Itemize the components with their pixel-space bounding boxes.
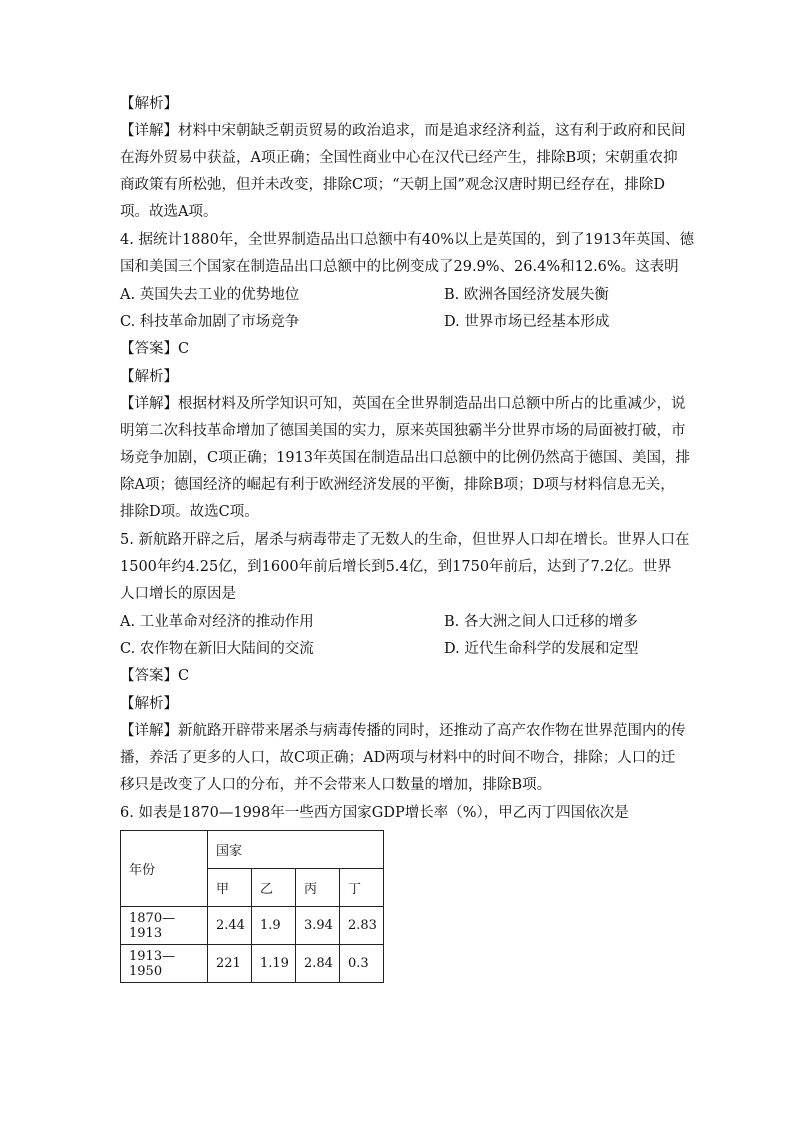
q5-detail-line: 【详解】新航路开辟带来屠杀与病毒传播的同时，还推动了高产农作物在世界范围内的传 xyxy=(120,723,686,739)
q4-option-d: D. 世界市场已经基本形成 xyxy=(444,314,610,330)
value-cell: 1.9 xyxy=(252,907,296,945)
table-row xyxy=(121,907,384,945)
q6-stem: 6. 如表是1870—1998年一些西方国家GDP增长率（%），甲乙丙丁四国依次是 xyxy=(120,805,629,821)
year-header: 年份 xyxy=(121,831,208,907)
value-cell: 2.44 xyxy=(208,907,252,945)
analysis-label: 【解析】 xyxy=(120,96,178,112)
q5-option-d: D. 近代生命科学的发展和定型 xyxy=(444,641,639,657)
detail-paragraph-line: 项。故选A项。 xyxy=(120,204,218,220)
value-cell: 2.83 xyxy=(340,907,384,945)
country-cell: 丙 xyxy=(296,869,340,907)
detail-paragraph-line: 商政策有所松弛，但并未改变，排除C项；“天朝上国”观念汉唐时期已经存在，排除D xyxy=(120,177,666,193)
country-header: 国家 xyxy=(208,831,384,869)
q4-option-b: B. 欧洲各国经济发展失衡 xyxy=(444,287,609,303)
value-cell: 3.94 xyxy=(296,907,340,945)
country-cell: 丁 xyxy=(340,869,384,907)
q5-stem-line: 5. 新航路开辟之后，屠杀与病毒带走了无数人的生命，但世界人口却在增长。世界人口在 xyxy=(120,532,690,548)
detail-paragraph-line: 【详解】材料中宋朝缺乏朝贡贸易的政治追求，而是追求经济利益，这有利于政府和民间 xyxy=(120,123,686,139)
q4-detail-line: 除A项；德国经济的崛起有利于欧洲经济发展的平衡，排除B项；D项与材料信息无关， xyxy=(120,477,675,493)
q5-answer: 【答案】C xyxy=(120,668,190,684)
q5-stem-line: 人口增长的原因是 xyxy=(120,586,236,602)
gdp-growth-table xyxy=(120,830,384,983)
q4-option-a: A. 英国失去工业的优势地位 xyxy=(120,287,300,303)
q5-detail-line: 播，养活了更多的人口，故C项正确；AD两项与材料中的时间不吻合，排除；人口的迁 xyxy=(120,750,676,766)
q5-option-c: C. 农作物在新旧大陆间的交流 xyxy=(120,641,314,657)
value-cell: 1.19 xyxy=(252,945,296,983)
q4-detail-line: 排除D项。故选C项。 xyxy=(120,504,259,520)
q4-detail-line: 【详解】根据材料及所学知识可知，英国在全世界制造品出口总额中所占的比重减少，说 xyxy=(120,396,686,412)
q4-option-c: C. 科技革命加剧了市场竞争 xyxy=(120,314,300,330)
value-cell: 221 xyxy=(208,945,252,983)
q5-stem-line: 1500年约4.25亿，到1600年前后增长到5.4亿，到1750年前后，达到了7.2亿。世界 xyxy=(120,559,672,575)
q5-analysis-label: 【解析】 xyxy=(120,696,178,712)
country-cell: 乙 xyxy=(252,869,296,907)
q5-detail-line: 移只是改变了人口的分布，并不会带来人口数量的增加，排除B项。 xyxy=(120,777,552,793)
value-cell: 2.84 xyxy=(296,945,340,983)
detail-paragraph-line: 在海外贸易中获益，A项正确；全国性商业中心在汉代已经产生，排除B项；宋朝重农抑 xyxy=(120,150,678,166)
period-cell: 1870—1913 xyxy=(121,907,208,945)
period-cell: 1913—1950 xyxy=(121,945,208,983)
q4-answer: 【答案】C xyxy=(120,341,190,357)
country-cell: 甲 xyxy=(208,869,252,907)
detail-label: 【详解】 xyxy=(120,123,178,139)
q4-stem-line: 国和美国三个国家在制造品出口总额中的比例变成了29.9%、26.4%和12.6%。这表明 xyxy=(120,259,679,275)
table-row xyxy=(121,945,384,983)
q4-stem-line: 4. 据统计1880年，全世界制造品出口总额中有40%以上是英国的，到了1913年英国、德 xyxy=(120,232,694,248)
q5-option-b: B. 各大洲之间人口迁移的增多 xyxy=(444,614,638,630)
q5-option-a: A. 工业革命对经济的推动作用 xyxy=(120,614,314,630)
q4-detail-line: 明第二次科技革命增加了德国美国的实力，原来英国独霸半分世界市场的局面被打破，市 xyxy=(120,423,686,439)
value-cell: 0.3 xyxy=(340,945,384,983)
q4-detail-line: 场竞争加剧，C项正确；1913年英国在制造品出口总额中的比例仍然高于德国、美国，排 xyxy=(120,450,690,466)
q4-analysis-label: 【解析】 xyxy=(120,369,178,385)
